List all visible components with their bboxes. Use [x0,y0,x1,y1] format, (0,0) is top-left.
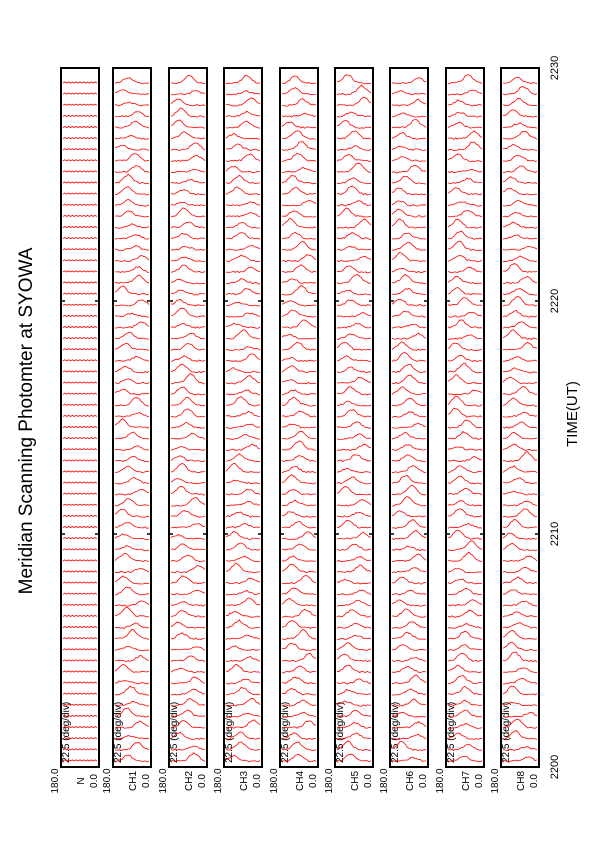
scale-label: 22.5 (deg/div) [446,701,457,763]
chart-title: Meridian Scanning Photomter at SYOWA [16,247,37,595]
panels-layer [50,68,540,794]
x-tick-label: 2230 [549,55,561,81]
y-tick-label: 180.0 [158,768,169,794]
channel-label: CH5 [350,770,361,792]
y-tick-label: 180.0 [490,768,501,794]
y-tick-label: 180.0 [379,768,390,794]
y-tick-label: 180.0 [213,768,224,794]
channel-label: CH1 [128,770,139,792]
panel-frame [501,68,539,767]
x-axis-label: TIME(UT) [564,381,581,447]
scale-label: 22.5 (deg/div) [169,701,180,763]
channel-label: CH2 [184,770,195,792]
y-tick-label: 0.0 [363,774,374,788]
scale-label: 22.5 (deg/div) [390,701,401,763]
panel-ch8 [490,68,540,794]
y-tick-label: 180.0 [269,768,280,794]
panel-ch6 [379,68,429,794]
panel-ch3 [213,68,263,794]
y-tick-label: 0.0 [418,774,429,788]
y-tick-label: 180.0 [324,768,335,794]
channel-label: CH8 [516,770,527,792]
y-tick-label: 0.0 [308,774,319,788]
y-tick-label: 0.0 [252,774,263,788]
scale-label: 22.5 (deg/div) [224,701,235,763]
scale-label: 22.5 (deg/div) [280,701,291,763]
panel-frame [224,68,262,767]
y-tick-label: 0.0 [141,774,152,788]
panel-ch2 [158,68,208,794]
x-tick-label: 2200 [549,754,561,780]
channel-label: CH6 [405,770,416,792]
y-tick-label: 0.0 [89,774,100,788]
panel-ch1 [102,68,152,794]
x-tick-label: 2220 [549,288,561,314]
scale-label: 22.5 (deg/div) [113,701,124,763]
panel-ch4 [269,68,319,794]
channel-label: CH7 [461,770,472,792]
panel-frame [61,68,99,767]
y-tick-label: 0.0 [529,774,540,788]
y-tick-label: 0.0 [197,774,208,788]
channel-label: N [76,777,87,785]
y-tick-label: 180.0 [102,768,113,794]
panel-n [50,68,100,794]
y-tick-label: 0.0 [474,774,485,788]
scale-label: 22.5 (deg/div) [335,701,346,763]
y-tick-label: 180.0 [435,768,446,794]
panel-ch5 [324,68,374,794]
channel-label: CH4 [295,770,306,792]
y-tick-label: 180.0 [50,768,61,794]
panel-ch7 [435,68,485,794]
x-tick-label: 2210 [549,521,561,547]
panel-frame [113,68,151,767]
scale-label: 22.5 (deg/div) [61,701,72,763]
panel-frame [335,68,373,767]
scale-label: 22.5 (deg/div) [501,701,512,763]
channel-label: CH3 [239,770,250,792]
